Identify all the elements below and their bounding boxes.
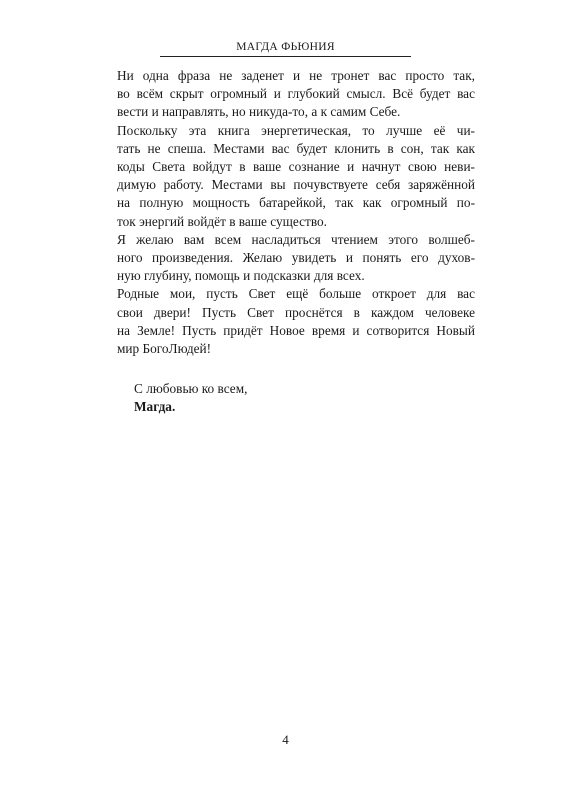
text-line: ную глубину, помощь и подсказки для всех.	[117, 268, 365, 284]
paragraph-3	[99, 231, 475, 286]
text-line: на Земле! Пусть придёт Новое время и сотворится Новый	[117, 322, 475, 338]
text-line: свои двери! Пусть Свет проснётся в каждом человеке	[117, 304, 475, 320]
text-line: Поскольку эта книга энергетическая, то лучше её чи-	[117, 122, 475, 138]
paragraph-1	[99, 67, 475, 122]
text-line: Я желаю вам всем насладиться чтением этого волшеб-	[117, 231, 475, 247]
paragraph-2	[99, 122, 475, 231]
signature-block	[134, 380, 247, 416]
text-line: вести и направлять, но никуда-то, а к самим Себе.	[117, 104, 401, 120]
text-line: ного произведения. Желаю увидеть и понять его духов-	[117, 250, 475, 266]
text-line: Родные мои, пусть Свет ещё больше откроет для вас	[117, 286, 475, 302]
page-number: 4	[282, 732, 289, 747]
running-header: МАГДА ФЬЮНИЯ	[236, 41, 335, 53]
signature-name: Магда.	[134, 399, 176, 415]
text-line: коды Света войдут в ваше сознание и начнут свою неви-	[117, 159, 475, 175]
text-line: мир БогоЛюдей!	[117, 341, 212, 357]
text-line: во всём скрыт огромный и глубокий смысл. Всё будет вас	[117, 86, 475, 102]
text-line: ток энергий войдёт в ваше существо.	[117, 213, 327, 229]
signature-closing: С любовью ко всем,	[134, 381, 248, 396]
text-line: Ни одна фраза не заденет и не тронет вас просто так,	[117, 68, 475, 83]
paragraph-4	[99, 285, 475, 358]
text-line: на полную мощность батарейкой, так как огромный по-	[117, 195, 475, 211]
body-text	[99, 67, 475, 358]
text-line: димую работу. Местами вы почувствуете себя заряжённой	[117, 177, 475, 193]
header-rule	[160, 56, 411, 57]
text-line: тать не спеша. Местами вас будет клонить в сон, так как	[117, 140, 475, 156]
